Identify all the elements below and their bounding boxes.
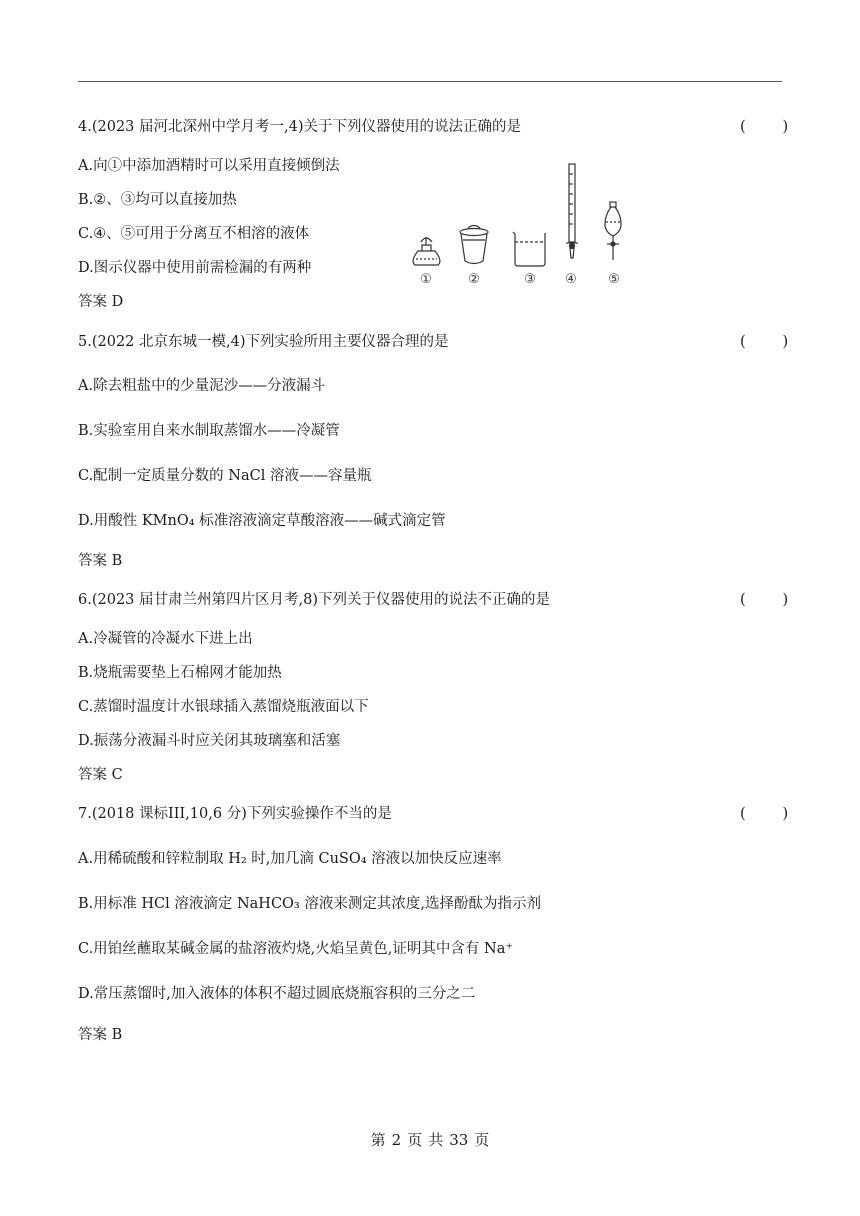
separatory-funnel-icon <box>605 202 621 260</box>
question-5-stem: 5.(2022 北京东城一模,4)下列实验所用主要仪器合理的是 <box>78 334 449 350</box>
figure-label-2: ② <box>468 272 480 287</box>
footer-ye-2: 页 <box>474 1131 490 1149</box>
question-5-option-c: C.配制一定质量分数的 NaCl 溶液——容量瓶 <box>78 468 372 484</box>
question-5-option-b: B.实验室用自来水制取蒸馏水——冷凝管 <box>78 423 340 439</box>
figure-label-5: ⑤ <box>608 272 620 287</box>
question-7-option-c: C.用铂丝蘸取某碱金属的盐溶液灼烧,火焰呈黄色,证明其中含有 Na⁺ <box>78 941 513 957</box>
footer-ye: 页 <box>407 1131 423 1149</box>
apparatus-figure <box>405 160 635 290</box>
question-5-option-a: A.除去粗盐中的少量泥沙——分液漏斗 <box>78 378 326 394</box>
question-7-answer: 答案 B <box>78 1027 123 1043</box>
question-7-answer-bracket: ( ) <box>740 806 789 822</box>
question-4-option-d: D.图示仪器中使用前需检漏的有两种 <box>78 260 312 276</box>
header-rule <box>78 81 782 82</box>
question-6-answer-bracket: ( ) <box>740 592 789 608</box>
alcohol-lamp-icon <box>413 237 440 265</box>
question-4-option-a: A.向①中添加酒精时可以采用直接倾倒法 <box>78 158 340 174</box>
question-5-option-d: D.用酸性 KMnO₄ 标准溶液滴定草酸溶液——碱式滴定管 <box>78 513 446 529</box>
question-6-option-d: D.振荡分液漏斗时应关闭其玻璃塞和活塞 <box>78 733 341 749</box>
footer-total-pages: 33 <box>449 1131 469 1149</box>
footer-gong: 共 <box>428 1131 444 1149</box>
question-4-answer: 答案 D <box>78 294 124 310</box>
figure-label-4: ④ <box>565 272 577 287</box>
footer-page-number: 2 <box>391 1131 402 1149</box>
question-7-option-d: D.常压蒸馏时,加入液体的体积不超过圆底烧瓶容积的三分之二 <box>78 986 476 1002</box>
question-5-answer: 答案 B <box>78 553 123 569</box>
question-4-option-b: B.②、③均可以直接加热 <box>78 192 237 208</box>
question-6-answer: 答案 C <box>78 767 123 783</box>
question-7-stem: 7.(2018 课标III,10,6 分)下列实验操作不当的是 <box>78 806 392 822</box>
figure-label-1: ① <box>420 272 432 287</box>
question-4-answer-bracket: ( ) <box>740 119 789 135</box>
burette-icon <box>566 164 578 258</box>
question-7-option-a: A.用稀硫酸和锌粒制取 H₂ 时,加几滴 CuSO₄ 溶液以加快反应速率 <box>78 851 502 867</box>
question-7-option-b: B.用标准 HCl 溶液滴定 NaHCO₃ 溶液来测定其浓度,选择酚酞为指示剂 <box>78 896 541 912</box>
question-4-stem: 4.(2023 届河北深州中学月考一,4)关于下列仪器使用的说法正确的是 <box>78 119 521 135</box>
question-6-option-c: C.蒸馏时温度计水银球插入蒸馏烧瓶液面以下 <box>78 699 369 715</box>
footer-di: 第 <box>370 1131 386 1149</box>
question-6-option-a: A.冷凝管的冷凝水下进上出 <box>78 631 253 647</box>
page-footer <box>0 1129 860 1150</box>
beaker-icon <box>513 232 545 266</box>
question-6-stem: 6.(2023 届甘肃兰州第四片区月考,8)下列关于仪器使用的说法不正确的是 <box>78 592 550 608</box>
question-6-option-b: B.烧瓶需要垫上石棉网才能加热 <box>78 665 282 681</box>
figure-label-3: ③ <box>524 272 536 287</box>
crucible-icon <box>460 226 488 264</box>
question-5-answer-bracket: ( ) <box>740 334 789 350</box>
question-4-option-c: C.④、⑤可用于分离互不相溶的液体 <box>78 226 310 242</box>
